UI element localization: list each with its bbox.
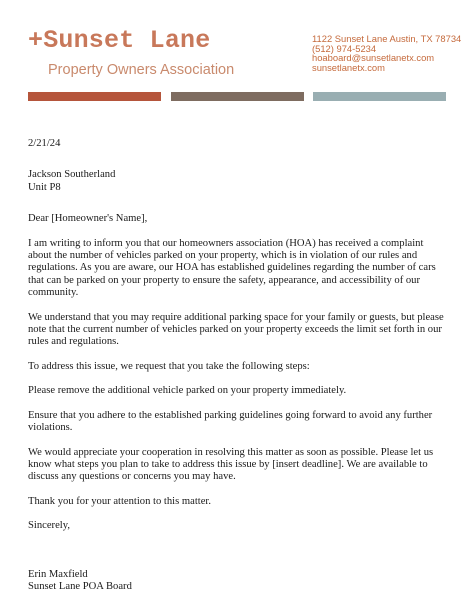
thanks-line: Thank you for your attention to this matter. bbox=[28, 495, 212, 507]
paragraph-understanding: We understand that you may require additional parking space for your family or guests, but please note that the current number of vehicles parked on your property exceeds the limit set forth in our rules and regulations. bbox=[28, 311, 444, 348]
paragraph-complaint: I am writing to inform you that our homeowners association (HOA) has received a complaint about the number of vehicles parked on your property, which is in violation of our rules and regulations. As you are aware, our HOA has established guidelines regarding the number of cars that can be parked on your property to ensure the safety, appearance, and accessibility of our community. bbox=[28, 237, 436, 299]
paragraph-cooperation: We would appreciate your cooperation in resolving this matter as soon as possible. Please let us know what steps you plan to take to address this issue by [insert deadline]. We are available to discuss any questions or concerns you may have. bbox=[28, 446, 434, 483]
header-bar-right bbox=[313, 92, 446, 101]
contact-address: 1122 Sunset Lane Austin, TX 78734 bbox=[312, 33, 462, 44]
closing-line: Sincerely, bbox=[28, 520, 70, 532]
paragraph-steps-intro: To address this issue, we request that you take the following steps: bbox=[28, 360, 310, 372]
contact-phone: (512) 974-5234 bbox=[312, 42, 377, 54]
header-bar-left bbox=[28, 92, 161, 101]
letter-body bbox=[28, 138, 448, 593]
logo-subtitle: Property Owners Association bbox=[48, 62, 235, 78]
contact-email: hoaboard@sunsetlanetx.com bbox=[312, 52, 435, 64]
signature-block bbox=[28, 569, 448, 594]
logo-title: +Sunset Lane bbox=[28, 26, 211, 55]
signer-name: Erin Maxfield bbox=[28, 568, 88, 580]
header-bar-middle bbox=[171, 92, 304, 101]
contact-block bbox=[312, 34, 461, 72]
paragraph-step-adhere: Ensure that you adhere to the established parking guidelines going forward to avoid any further violations. bbox=[28, 409, 433, 434]
recipient-unit: Unit P8 bbox=[28, 181, 61, 193]
paragraph-step-remove: Please remove the additional vehicle parked on your property immediately. bbox=[28, 385, 347, 397]
contact-website: sunsetlanetx.com bbox=[312, 61, 385, 73]
signer-title: Sunset Lane POA Board bbox=[28, 580, 132, 592]
greeting: Dear [Homeowner's Name], bbox=[28, 213, 148, 225]
recipient-name: Jackson Southerland bbox=[28, 169, 116, 181]
letter-date: 2/21/24 bbox=[28, 138, 61, 149]
recipient-block bbox=[28, 169, 448, 194]
